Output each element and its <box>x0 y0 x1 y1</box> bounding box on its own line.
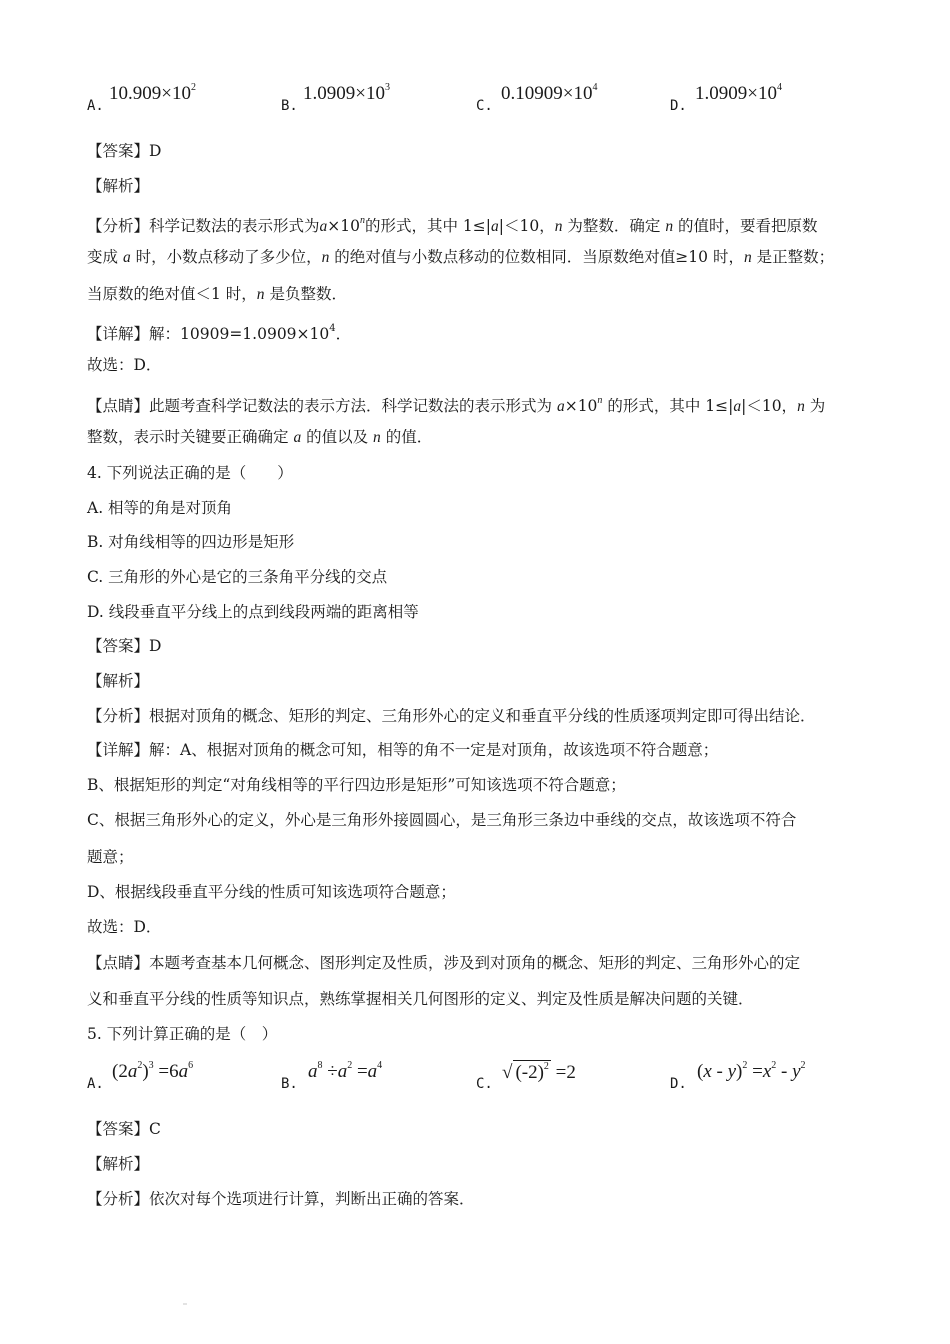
q3-fenxi-line-3 <box>87 284 347 305</box>
answer-value: D <box>149 142 162 160</box>
text: 解：A、根据对顶角的概念可知，相等的角不一定是对顶角，故该选项不符合题意； <box>149 741 719 759</box>
text: 的绝对值与小数点移动的位数相同．当原数绝对值≥10 时， <box>329 248 744 266</box>
text: 科学记数法的表示形式为 <box>149 217 320 235</box>
text: - <box>776 1061 793 1082</box>
exponent: 2 <box>347 1060 353 1071</box>
var-a: a <box>178 1061 189 1082</box>
q4-answer <box>87 636 161 656</box>
text: 是负整数． <box>264 285 347 303</box>
fenxi-tag: 【分析】 <box>87 217 150 235</box>
text: |＜10， <box>498 217 555 235</box>
var-a: a <box>319 218 328 235</box>
q5-analysis-tag: 【解析】 <box>87 1155 150 1173</box>
q4-option-d: D. 线段垂直平分线上的点到线段两端的距离相等 <box>87 603 419 621</box>
mantissa: 10.909 <box>109 83 162 104</box>
exponent: 4 <box>329 323 336 334</box>
q3-fenxi-line-2 <box>87 247 834 268</box>
exponent: 2 <box>800 1060 806 1071</box>
text: - <box>711 1061 728 1082</box>
text: 的值时，要看把原数 <box>673 217 818 235</box>
mantissa: 1.0909 <box>303 83 356 104</box>
q4-dianjing-line-2: 义和垂直平分线的性质等知识点，熟练掌握相关几何图形的定义、判定及性质是解决问题的关键． <box>87 990 754 1008</box>
var-n: n <box>797 398 805 415</box>
dianjing-tag: 【点睛】 <box>87 954 150 972</box>
var-x: x <box>762 1061 772 1082</box>
var-a: a <box>556 398 565 415</box>
exponent: 6 <box>188 1060 194 1071</box>
answer-tag: 【答案】 <box>87 142 150 160</box>
option-letter: A. <box>87 1076 104 1092</box>
var-a: a <box>337 1061 348 1082</box>
times-ten: ×10 <box>355 83 385 104</box>
q5-fenxi <box>87 1189 475 1209</box>
q3-guxuan: 故选：D． <box>87 356 162 374</box>
q4-xiangjie-line-4: 题意； <box>87 848 134 866</box>
option-letter: B. <box>281 98 298 114</box>
exponent: 2 <box>543 1061 549 1072</box>
text: ) <box>736 1061 743 1082</box>
exponent: 2 <box>190 82 196 93</box>
text: 根据对顶角的概念、矩形的判定、三角形外心的定义和垂直平分线的性质逐项判定即可得出结论． <box>149 707 816 725</box>
var-a: a <box>122 249 131 266</box>
exponent: 3 <box>148 1060 154 1071</box>
option-letter: C. <box>476 1076 493 1092</box>
var-a: a <box>491 218 499 235</box>
q4-option-b: B. 对角线相等的四边形是矩形 <box>87 533 295 551</box>
q3-analysis-tag: 【解析】 <box>87 177 150 195</box>
var-n: n <box>321 249 330 266</box>
mantissa: 1.0909 <box>695 83 748 104</box>
q4-xiangjie-line-5: D、根据线段垂直平分线的性质可知该选项符合题意； <box>87 883 456 901</box>
option-letter: B. <box>281 1076 298 1092</box>
text: 的值以及 <box>301 428 374 446</box>
option-math <box>308 1060 382 1083</box>
q4-xiangjie-line-3: C、根据三角形外心的定义，外心是三角形外接圆圆心，是三角形三条边中垂线的交点，故该选项不符合 <box>87 811 797 829</box>
option-letter: D. <box>670 98 687 114</box>
q4-stem: 4. 下列说法正确的是（ ） <box>87 464 293 482</box>
xiangjie-tag: 【详解】 <box>87 325 150 343</box>
text: 此题考查科学记数法的表示方法．科学记数法的表示形式为 <box>149 397 557 415</box>
q3-xiangjie <box>87 319 351 344</box>
var-x: x <box>703 1061 712 1082</box>
q3-dianjing-line-2 <box>87 427 432 448</box>
text: ×10 <box>327 217 360 235</box>
exponent: 4 <box>592 82 598 93</box>
q4-fenxi <box>87 706 816 726</box>
text: 解：10909=1.0909×10 <box>149 325 330 343</box>
option-math <box>502 1060 576 1084</box>
var-n: n <box>373 429 381 446</box>
text: ( <box>697 1061 704 1082</box>
option-math <box>697 1060 806 1083</box>
q3-options <box>87 82 887 122</box>
mantissa: 0.10909 <box>501 83 563 104</box>
var-y: y <box>792 1061 801 1082</box>
option-letter: A. <box>87 98 104 114</box>
exponent: 3 <box>384 82 390 93</box>
answer-value: D <box>149 637 162 655</box>
answer-tag: 【答案】 <box>87 1120 150 1138</box>
text: ×10 <box>564 397 598 415</box>
text: |＜10， <box>741 397 798 415</box>
text: 的形式，其中 1≤| <box>365 217 491 235</box>
var-n: n <box>665 218 674 235</box>
q3-answer <box>87 141 161 161</box>
q4-dianjing-line-1 <box>87 953 800 973</box>
var-a: a <box>293 429 302 446</box>
option-letter: C. <box>476 98 493 114</box>
answer-tag: 【答案】 <box>87 637 150 655</box>
text: 依次对每个选项进行计算，判断出正确的答案． <box>149 1190 475 1208</box>
answer-value: C <box>149 1120 161 1138</box>
q4-xiangjie-line-2: B、根据矩形的判定“对角线相等的平行四边形是矩形”可知该选项不符合题意； <box>87 776 626 794</box>
text: = <box>352 1061 368 1082</box>
times-ten: ×10 <box>562 83 593 104</box>
exponent: 8 <box>317 1060 323 1071</box>
exponent: 2 <box>137 1060 143 1071</box>
var-a: a <box>127 1061 138 1082</box>
radicand <box>513 1060 550 1084</box>
exponent: 2 <box>742 1060 748 1071</box>
text: ) <box>142 1061 149 1082</box>
var-a: a <box>367 1061 378 1082</box>
option-math <box>109 82 196 105</box>
text: ． <box>335 325 352 343</box>
times-ten: ×10 <box>747 83 777 104</box>
var-a: a <box>308 1061 318 1082</box>
text: 变成 <box>87 248 123 266</box>
fenxi-tag: 【分析】 <box>87 707 150 725</box>
exponent: 2 <box>771 1060 777 1071</box>
text: 当原数的绝对值＜1 时， <box>87 285 257 303</box>
option-math <box>695 82 782 105</box>
text: 为整数．确定 <box>562 217 666 235</box>
q5-stem: 5. 下列计算正确的是（ ） <box>87 1025 278 1043</box>
text: =2 <box>550 1062 576 1083</box>
var-a: a <box>733 398 742 415</box>
text: (2 <box>112 1061 128 1082</box>
text: 时，小数点移动了多少位， <box>130 248 322 266</box>
text: =6 <box>153 1061 179 1082</box>
q5-answer <box>87 1119 161 1139</box>
dianjing-tag: 【点睛】 <box>87 397 150 415</box>
q3-dianjing-line-1 <box>87 391 825 417</box>
q4-option-c: C. 三角形的外心是它的三条角平分线的交点 <box>87 568 388 586</box>
text: 整数，表示时关键要正确确定 <box>87 428 294 446</box>
option-math <box>112 1060 193 1083</box>
exponent: 4 <box>776 82 782 93</box>
q3-fenxi-line-1 <box>87 211 818 237</box>
option-math <box>501 82 597 105</box>
var-n: n <box>743 249 752 266</box>
var-y: y <box>727 1061 737 1082</box>
exponent: 4 <box>377 1060 383 1071</box>
text: (-2) <box>515 1062 544 1083</box>
times-ten: ×10 <box>161 83 191 104</box>
q4-option-a: A. 相等的角是对顶角 <box>87 499 233 517</box>
text: 的值． <box>380 428 433 446</box>
exp-n: n <box>360 215 365 226</box>
var-n: n <box>256 286 265 303</box>
text: 本题考查基本几何概念、图形判定及性质，涉及到对顶角的概念、矩形的判定、三角形外心的定 <box>149 954 801 972</box>
text: 的形式，其中 1≤| <box>602 397 734 415</box>
exp-n: n <box>597 395 603 406</box>
text: 为 <box>804 397 826 415</box>
sqrt-sign: √ <box>502 1062 513 1083</box>
q4-analysis-tag: 【解析】 <box>87 672 150 690</box>
q5-options <box>87 1060 887 1100</box>
var-n: n <box>554 218 563 235</box>
q4-guxuan: 故选：D． <box>87 918 162 936</box>
text: 是正整数； <box>751 248 835 266</box>
xiangjie-tag: 【详解】 <box>87 741 150 759</box>
option-math <box>303 82 390 105</box>
fenxi-tag: 【分析】 <box>87 1190 150 1208</box>
option-letter: D. <box>670 1076 687 1092</box>
q4-xiangjie-line-1 <box>87 740 718 760</box>
scan-speck <box>183 1303 187 1305</box>
text: ÷ <box>322 1061 338 1082</box>
text: = <box>747 1061 763 1082</box>
